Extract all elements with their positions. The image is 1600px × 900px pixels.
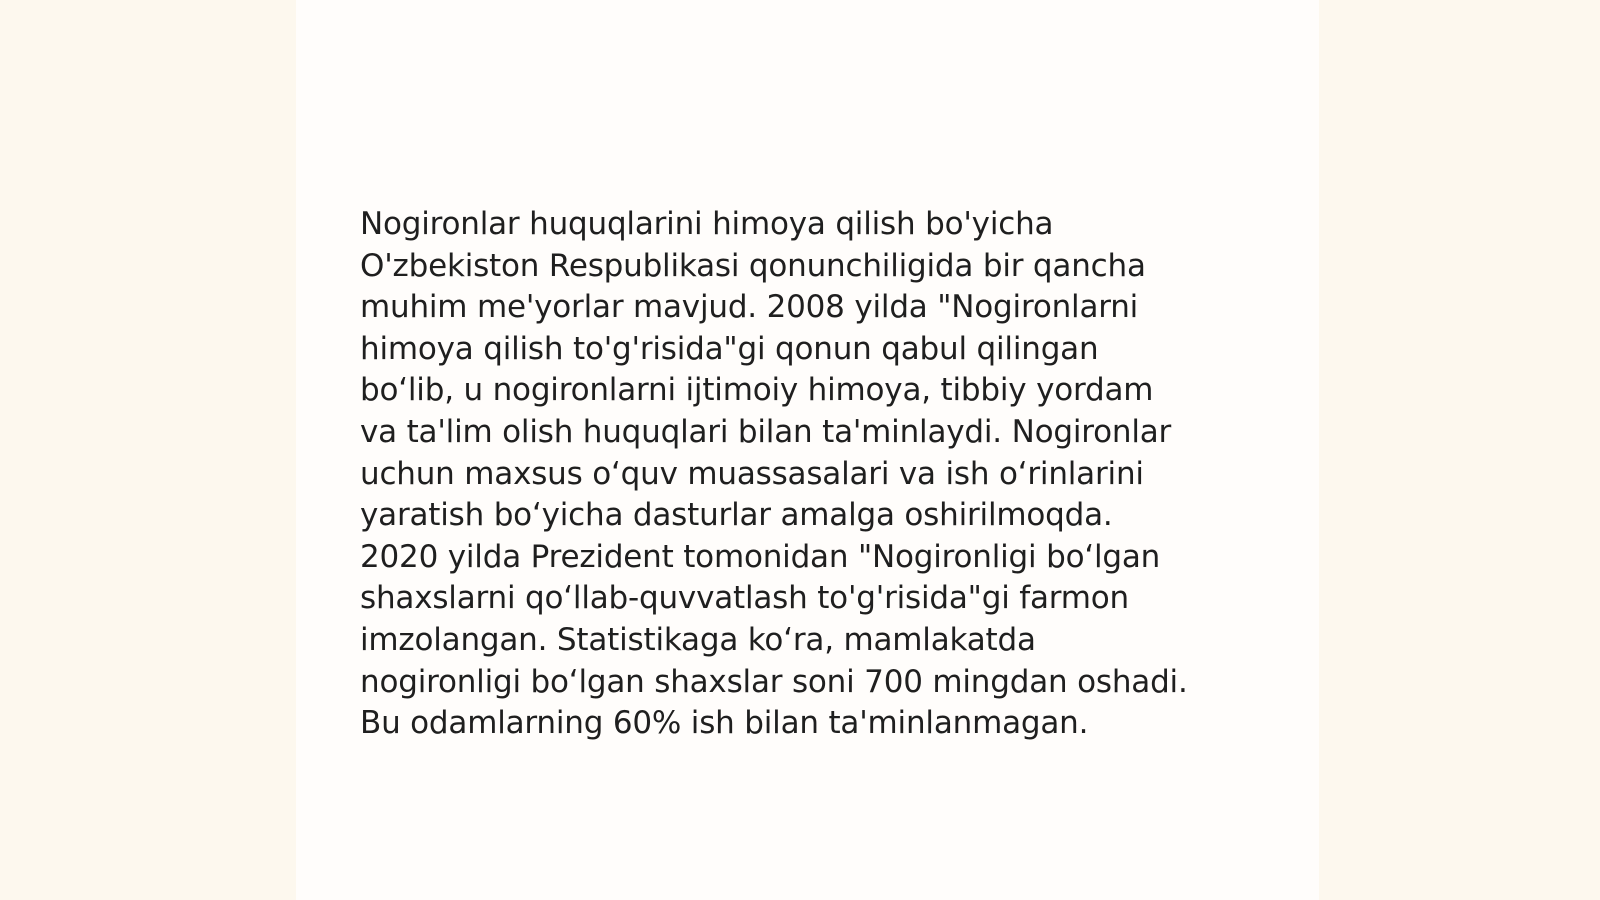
paragraph-line: yaratish bo‘yicha dasturlar amalga oshirilmoqda. — [360, 497, 1113, 534]
paragraph-line: O'zbekiston Respublikasi qonunchiligida bir qancha — [360, 247, 1146, 284]
paragraph-line: muhim me'yorlar mavjud. 2008 yilda "Nogironlarni — [360, 289, 1139, 326]
paragraph-line: va ta'lim olish huquqlari bilan ta'minlaydi. Nogironlar — [360, 413, 1172, 450]
slide-body-paragraph — [360, 204, 1240, 745]
paragraph-line: 2020 yilda Prezident tomonidan "Nogironligi bo‘lgan — [360, 538, 1161, 575]
paragraph-line: bo‘lib, u nogironlarni ijtimoiy himoya, tibbiy yordam — [360, 372, 1154, 409]
paragraph-line: Bu odamlarning 60% ish bilan ta'minlanmagan. — [360, 705, 1089, 742]
paragraph-line: shaxslarni qo‘llab-quvvatlash to'g'risida"gi farmon — [360, 580, 1129, 617]
paragraph-line: Nogironlar huquqlarini himoya qilish bo'yicha — [360, 206, 1054, 242]
paragraph-line: uchun maxsus o‘quv muassasalari va ish o‘rinlarini — [360, 455, 1144, 492]
paragraph-line: himoya qilish to'g'risida"gi qonun qabul qilingan — [360, 330, 1099, 367]
paragraph-line: nogironligi bo‘lgan shaxslar soni 700 mingdan oshadi. — [360, 663, 1188, 700]
paragraph-line: imzolangan. Statistikaga ko‘ra, mamlakatda — [360, 621, 1036, 658]
